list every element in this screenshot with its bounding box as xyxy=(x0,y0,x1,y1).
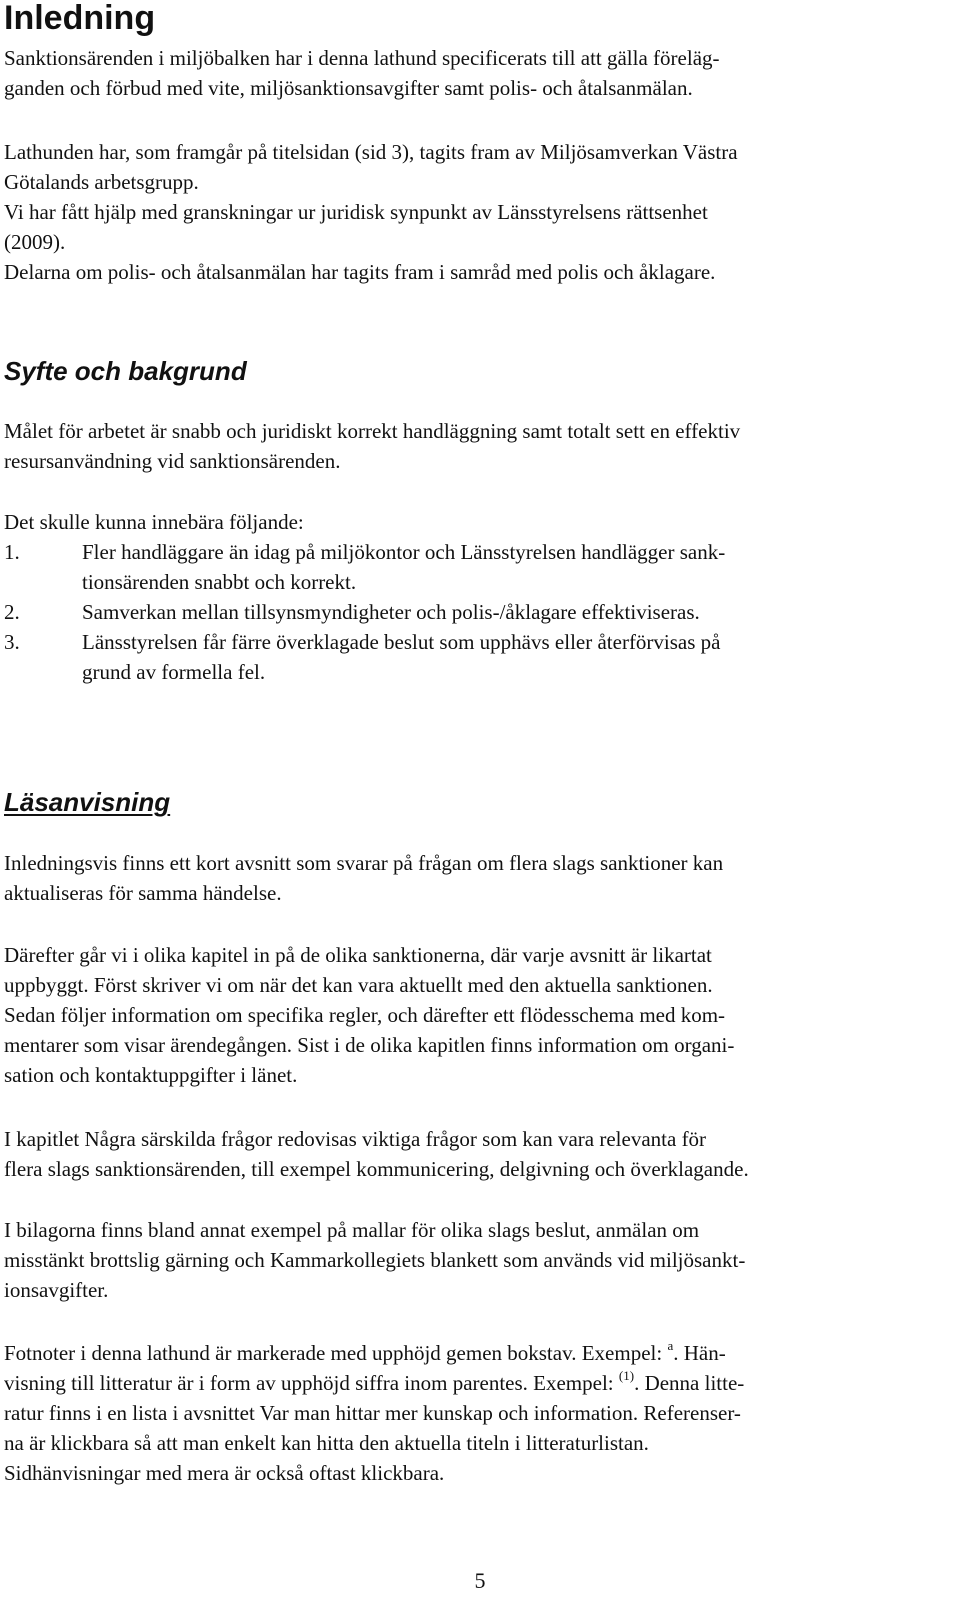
list-item-2 xyxy=(4,597,950,627)
text-line: ratur finns i en lista i avsnittet Var man hittar mer kunskap och information. Referenser- xyxy=(4,1401,741,1425)
list-item-1 xyxy=(4,537,950,597)
list-number: 1. xyxy=(4,540,20,564)
text-line: tionsärenden snabbt och korrekt. xyxy=(82,570,357,594)
text-line: Inledningsvis finns ett kort avsnitt som svarar på frågan om flera slags sanktioner kan xyxy=(4,851,724,875)
list-number: 2. xyxy=(4,600,20,624)
text-line: Vi har fått hjälp med granskningar ur juridisk synpunkt av Länsstyrelsens rättsenhet xyxy=(4,200,708,224)
lasanvisning-paragraph-4 xyxy=(4,1215,950,1305)
text-line: resursanvändning vid sanktionsärenden. xyxy=(4,449,341,473)
reference-example-superscript: (1) xyxy=(618,1368,635,1383)
intro-paragraph-2 xyxy=(4,137,950,287)
text-line: aktualiseras för samma händelse. xyxy=(4,881,282,905)
text-line: mentarer som visar ärendegången. Sist i de olika kapitlen finns information om organi- xyxy=(4,1033,735,1057)
text-line: Sidhänvisningar med mera är också oftast klickbara. xyxy=(4,1461,445,1485)
text-line: Sanktionsärenden i miljöbalken har i denna lathund specificerats till att gälla föreläg- xyxy=(4,46,720,70)
text-line: Sedan följer information om specifika regler, och därefter ett flödesschema med kom- xyxy=(4,1003,726,1027)
text-line: Målet för arbetet är snabb och juridiskt korrekt handläggning samt totalt sett en effektiv xyxy=(4,419,741,443)
text-line: Därefter går vi i olika kapitel in på de olika sanktionerna, där varje avsnitt är likartat xyxy=(4,943,712,967)
list-number: 3. xyxy=(4,630,20,654)
text-line: na är klickbara så att man enkelt kan hitta den aktuella titeln i litteraturlistan. xyxy=(4,1431,649,1455)
text-line: grund av formella fel. xyxy=(82,660,266,684)
section-heading-lasanvisning: Läsanvisning xyxy=(4,787,171,817)
lasanvisning-paragraph-1 xyxy=(4,848,950,908)
text-line: Samverkan mellan tillsynsmyndigheter och polis-/åklagare effektiviseras. xyxy=(82,600,700,624)
text-line: uppbyggt. Först skriver vi om när det kan vara aktuellt med den aktuella sanktionen. xyxy=(4,973,713,997)
lasanvisning-paragraph-5 xyxy=(4,1338,950,1488)
text-line: Fotnoter i denna lathund är markerade med upphöjd gemen bokstav. Exempel: $^a$. Hän- xyxy=(4,1338,726,1365)
text-line: Delarna om polis- och åtalsanmälan har tagits fram i samråd med polis och åklagare. xyxy=(4,260,716,284)
text-line: (2009). xyxy=(4,230,66,254)
text-line: flera slags sanktionsärenden, till exempel kommunicering, delgivning och överklagande. xyxy=(4,1157,749,1181)
list-intro: Det skulle kunna innebära följande: xyxy=(4,510,304,534)
text-line: I kapitlet Några särskilda frågor redovisas viktiga frågor som kan vara relevanta för xyxy=(4,1127,707,1151)
text-line: ionsavgifter. xyxy=(4,1278,109,1302)
text-line: misstänkt brottslig gärning och Kammarkollegiets blankett som används vid miljösankt- xyxy=(4,1248,746,1272)
text-line: Götalands arbetsgrupp. xyxy=(4,170,199,194)
text-line: Fler handläggare än idag på miljökontor och Länsstyrelsen handlägger sank- xyxy=(82,540,726,564)
list-item-3 xyxy=(4,627,950,687)
text-line: I bilagorna finns bland annat exempel på mallar för olika slags beslut, anmälan om xyxy=(4,1218,700,1242)
lasanvisning-paragraph-3 xyxy=(4,1124,950,1184)
text-line: Lathunden har, som framgår på titelsidan (sid 3), tagits fram av Miljösamverkan Västra xyxy=(4,140,738,164)
text-line: sation och kontaktuppgifter i länet. xyxy=(4,1063,298,1087)
section-heading-syfte: Syfte och bakgrund xyxy=(4,356,247,386)
text-line: Länsstyrelsen får färre överklagade beslut som upphävs eller återförvisas på xyxy=(82,630,721,654)
text-line: visning till litteratur är i form av upphöjd siffra inom parentes. Exempel: $^{(1)}$. Denna litte- xyxy=(4,1368,745,1395)
page-title: Inledning xyxy=(4,0,156,37)
footnote-example-superscript: a xyxy=(667,1338,674,1353)
lasanvisning-paragraph-2 xyxy=(4,940,950,1090)
intro-paragraph-1 xyxy=(4,43,950,103)
page-number: 5 xyxy=(474,1568,486,1593)
text-line: ganden och förbud med vite, miljösanktionsavgifter samt polis- och åtalsanmälan. xyxy=(4,76,693,100)
syfte-paragraph-1 xyxy=(4,416,950,476)
syfte-list xyxy=(4,507,950,687)
